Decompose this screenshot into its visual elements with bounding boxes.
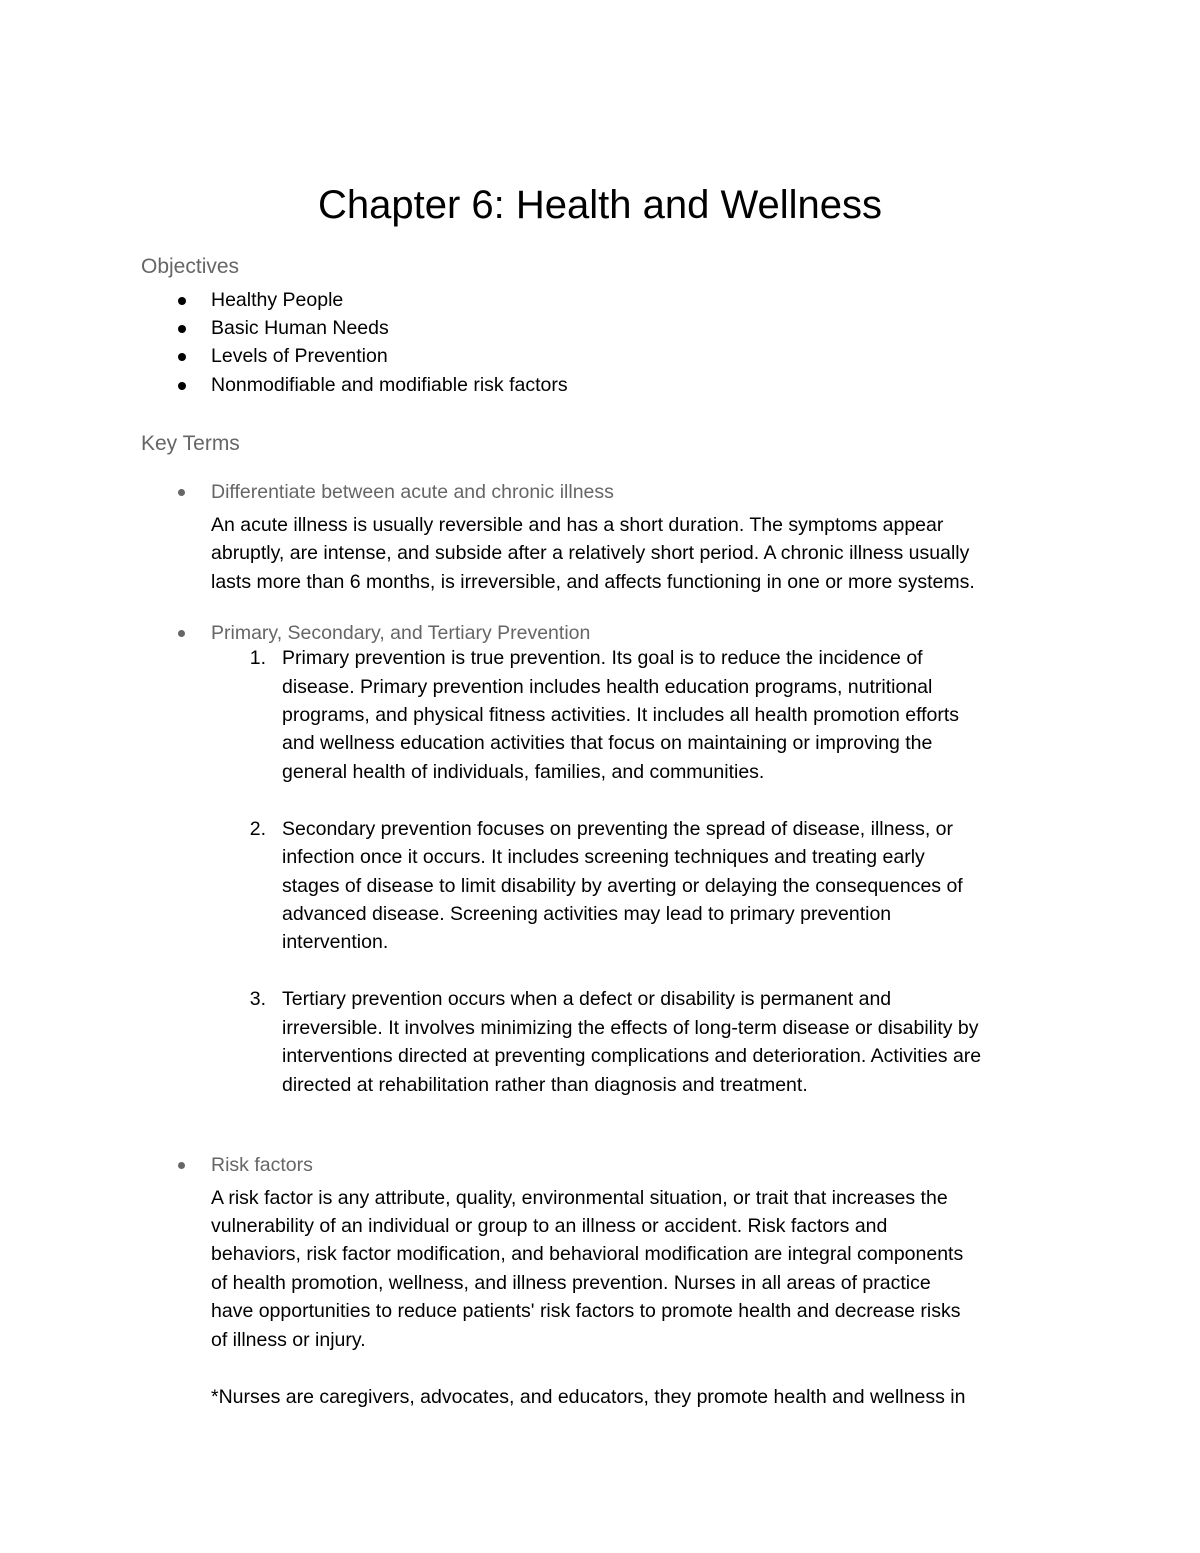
bullet-icon: [178, 1162, 185, 1169]
prevention-line: stages of disease to limit disability by averting or delaying the consequences of: [282, 875, 963, 897]
prevention-line: directed at rehabilitation rather than diagnosis and treatment.: [282, 1074, 808, 1096]
prevention-line: irreversible. It involves minimizing the effects of long-term disease or disability by: [282, 1017, 979, 1039]
list-number: 3.: [249, 988, 266, 1010]
prevention-line: interventions directed at preventing complications and deterioration. Activities are: [282, 1045, 982, 1067]
objective-item: Basic Human Needs: [211, 317, 389, 339]
risk-factors-note: *Nurses are caregivers, advocates, and educators, they promote health and wellness in: [211, 1386, 966, 1408]
bullet-icon: [178, 353, 186, 361]
term-text-line: vulnerability of an individual or group to an illness or accident. Risk factors and: [211, 1215, 888, 1237]
prevention-line: intervention.: [282, 931, 389, 953]
objective-item: Nonmodifiable and modifiable risk factors: [211, 374, 568, 396]
prevention-line: infection once it occurs. It includes screening techniques and treating early: [282, 846, 925, 868]
objective-item: Healthy People: [211, 289, 344, 311]
term-label: Primary, Secondary, and Tertiary Prevention: [211, 622, 591, 644]
bullet-icon: [178, 325, 186, 333]
bullet-icon: [178, 489, 185, 496]
term-label: Differentiate between acute and chronic illness: [211, 481, 614, 503]
list-number: 2.: [249, 818, 266, 840]
term-text-line: of health promotion, wellness, and illness prevention. Nurses in all areas of practice: [211, 1272, 931, 1294]
term-text-line: A risk factor is any attribute, quality, environmental situation, or trait that increases the: [211, 1187, 948, 1209]
prevention-line: general health of individuals, families, and communities.: [282, 761, 765, 783]
page-title: Chapter 6: Health and Wellness: [317, 183, 883, 227]
objectives-heading: Objectives: [141, 255, 240, 278]
term-text-line: abruptly, are intense, and subside after a relatively short period. A chronic illness usually: [211, 542, 970, 564]
prevention-line: programs, and physical fitness activities. It includes all health promotion efforts: [282, 704, 960, 726]
key-terms-heading: Key Terms: [141, 432, 240, 455]
term-text-line: An acute illness is usually reversible and has a short duration. The symptoms appear: [211, 514, 944, 536]
term-text-line: of illness or injury.: [211, 1329, 366, 1351]
prevention-line: and wellness education activities that focus on maintaining or improving the: [282, 732, 933, 754]
prevention-line: Tertiary prevention occurs when a defect or disability is permanent and: [282, 988, 892, 1010]
list-number: 1.: [249, 647, 266, 669]
objective-item: Levels of Prevention: [211, 345, 388, 367]
bullet-icon: [178, 297, 186, 305]
bullet-icon: [178, 630, 185, 637]
prevention-line: disease. Primary prevention includes health education programs, nutritional: [282, 676, 933, 698]
prevention-line: advanced disease. Screening activities may lead to primary prevention: [282, 903, 892, 925]
term-text-line: have opportunities to reduce patients' risk factors to promote health and decrease risks: [211, 1300, 961, 1322]
prevention-line: Secondary prevention focuses on preventing the spread of disease, illness, or: [282, 818, 953, 840]
term-text-line: lasts more than 6 months, is irreversible, and affects functioning in one or more systems.: [211, 571, 975, 593]
term-label: Risk factors: [211, 1154, 313, 1176]
prevention-line: Primary prevention is true prevention. Its goal is to reduce the incidence of: [282, 647, 923, 669]
term-text-line: behaviors, risk factor modification, and behavioral modification are integral components: [211, 1243, 964, 1265]
bullet-icon: [178, 382, 186, 390]
